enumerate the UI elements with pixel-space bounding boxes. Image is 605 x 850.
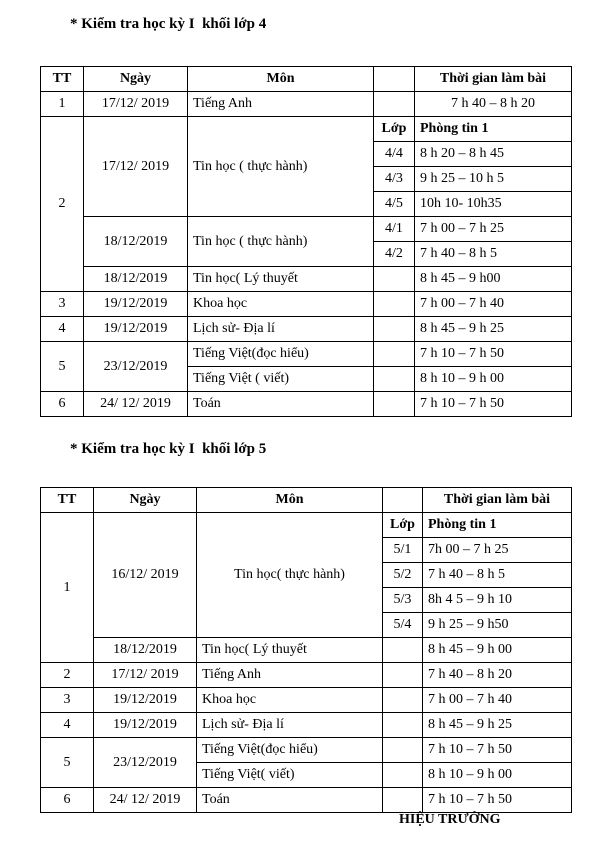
header-blank [374,67,415,92]
cell-tt: 2 [41,663,94,688]
cell-ngay: 17/12/ 2019 [84,92,188,117]
section-title-grade-5: * Kiểm tra học kỳ I khối lớp 5 [70,441,267,457]
header-tt: TT [41,488,94,513]
section-title-grade-4: * Kiểm tra học kỳ I khối lớp 4 [70,16,267,32]
cell-time: 7 h 40 – 8 h 5 [415,242,572,267]
cell-blank [383,713,423,738]
cell-mon: Tiếng Việt( viết) [197,763,383,788]
cell-time: 10h 10- 10h35 [415,192,572,217]
cell-lop: 5/1 [383,538,423,563]
table-row [41,392,572,417]
cell-time: 7 h 40 – 8 h 20 [423,663,572,688]
cell-mon: Tin học ( thực hành) [188,217,374,267]
cell-mon: Tiếng Việt(đọc hiểu) [197,738,383,763]
cell-blank [374,317,415,342]
cell-mon: Toán [197,788,383,813]
table-row [41,713,572,738]
cell-lop: 4/2 [374,242,415,267]
cell-lop: 4/1 [374,217,415,242]
cell-mon: Tiếng Anh [197,663,383,688]
cell-time: 8h 4 5 – 9 h 10 [423,588,572,613]
table-row [41,317,572,342]
cell-time: 7 h 40 – 8 h 5 [423,563,572,588]
table-row [41,92,572,117]
cell-mon: Tin học( Lý thuyết [197,638,383,663]
cell-time: 7h 00 – 7 h 25 [423,538,572,563]
cell-time: 8 h 10 – 9 h 00 [423,763,572,788]
header-blank [383,488,423,513]
cell-time: 7 h 00 – 7 h 40 [423,688,572,713]
table-row [41,788,572,813]
cell-room-header: Phòng tin 1 [423,513,572,538]
cell-ngay: 19/12/2019 [84,292,188,317]
cell-tt: 5 [41,342,84,392]
cell-time: 7 h 40 – 8 h 20 [415,92,572,117]
table-row [41,688,572,713]
cell-room-header: Phòng tin 1 [415,117,572,142]
cell-tt: 1 [41,513,94,663]
cell-lop: 4/4 [374,142,415,167]
cell-ngay: 16/12/ 2019 [94,513,197,638]
cell-lop-header: Lớp [383,513,423,538]
cell-mon: Tin học( Lý thuyết [188,267,374,292]
header-ngay: Ngày [84,67,188,92]
cell-lop: 5/2 [383,563,423,588]
cell-lop-header: Lớp [374,117,415,142]
cell-ngay: 18/12/2019 [94,638,197,663]
cell-ngay: 24/ 12/ 2019 [84,392,188,417]
table-row [41,267,572,292]
cell-time: 8 h 45 – 9 h00 [415,267,572,292]
cell-ngay: 23/12/2019 [94,738,197,788]
cell-blank [383,688,423,713]
cell-tt: 4 [41,713,94,738]
cell-mon: Tiếng Việt(đọc hiểu) [188,342,374,367]
header-tt: TT [41,67,84,92]
cell-mon: Tiếng Việt ( viết) [188,367,374,392]
schedule-table-grade-4 [40,66,572,417]
cell-lop: 4/3 [374,167,415,192]
cell-ngay: 18/12/2019 [84,267,188,292]
cell-ngay: 23/12/2019 [84,342,188,392]
cell-time: 7 h 00 – 7 h 25 [415,217,572,242]
cell-ngay: 19/12/2019 [94,713,197,738]
table-header-row [41,67,572,92]
cell-ngay: 19/12/2019 [94,688,197,713]
cell-lop: 5/3 [383,588,423,613]
table-header-row [41,488,572,513]
cell-ngay: 19/12/2019 [84,317,188,342]
header-ngay: Ngày [94,488,197,513]
cell-time: 8 h 10 – 9 h 00 [415,367,572,392]
cell-ngay: 17/12/ 2019 [94,663,197,688]
cell-time: 7 h 10 – 7 h 50 [415,392,572,417]
cell-tt: 1 [41,92,84,117]
cell-time: 8 h 20 – 8 h 45 [415,142,572,167]
header-thoigian: Thời gian làm bài [423,488,572,513]
cell-mon: Tin học ( thực hành) [188,117,374,217]
table-row [41,117,572,142]
cell-time: 7 h 10 – 7 h 50 [423,738,572,763]
table-row [41,342,572,367]
cell-blank [374,92,415,117]
cell-mon: Khoa học [197,688,383,713]
cell-mon: Khoa học [188,292,374,317]
cell-blank [383,663,423,688]
cell-blank [374,392,415,417]
cell-tt: 3 [41,292,84,317]
table-row [41,513,572,538]
cell-lop: 4/5 [374,192,415,217]
cell-lop: 5/4 [383,613,423,638]
cell-tt: 3 [41,688,94,713]
table-row [41,738,572,763]
header-mon: Môn [197,488,383,513]
cell-tt: 6 [41,788,94,813]
cell-ngay: 17/12/ 2019 [84,117,188,217]
cell-time: 9 h 25 – 9 h50 [423,613,572,638]
table-row [41,663,572,688]
cell-mon: Toán [188,392,374,417]
cell-mon: Tin học( thực hành) [197,513,383,638]
cell-mon: Lịch sử- Địa lí [197,713,383,738]
cell-time: 7 h 10 – 7 h 50 [423,788,572,813]
table-row [41,217,572,242]
cell-blank [383,638,423,663]
cell-blank [374,267,415,292]
cell-blank [374,367,415,392]
cell-time: 7 h 00 – 7 h 40 [415,292,572,317]
schedule-table-grade-5 [40,487,572,813]
header-thoigian: Thời gian làm bài [415,67,572,92]
cell-mon: Tiếng Anh [188,92,374,117]
cell-time: 8 h 45 – 9 h 00 [423,638,572,663]
cell-time: 9 h 25 – 10 h 5 [415,167,572,192]
cell-blank [383,763,423,788]
cell-tt: 6 [41,392,84,417]
cell-tt: 5 [41,738,94,788]
cell-time: 8 h 45 – 9 h 25 [423,713,572,738]
cell-tt: 2 [41,117,84,292]
cell-blank [374,342,415,367]
cell-time: 7 h 10 – 7 h 50 [415,342,572,367]
header-mon: Môn [188,67,374,92]
cell-ngay: 18/12/2019 [84,217,188,267]
cell-ngay: 24/ 12/ 2019 [94,788,197,813]
signature-title: HIỆU TRƯỞNG [399,812,501,827]
cell-mon: Lịch sử- Địa lí [188,317,374,342]
cell-tt: 4 [41,317,84,342]
table-row [41,292,572,317]
cell-blank [383,788,423,813]
cell-time: 8 h 45 – 9 h 25 [415,317,572,342]
cell-blank [383,738,423,763]
cell-blank [374,292,415,317]
table-row [41,638,572,663]
